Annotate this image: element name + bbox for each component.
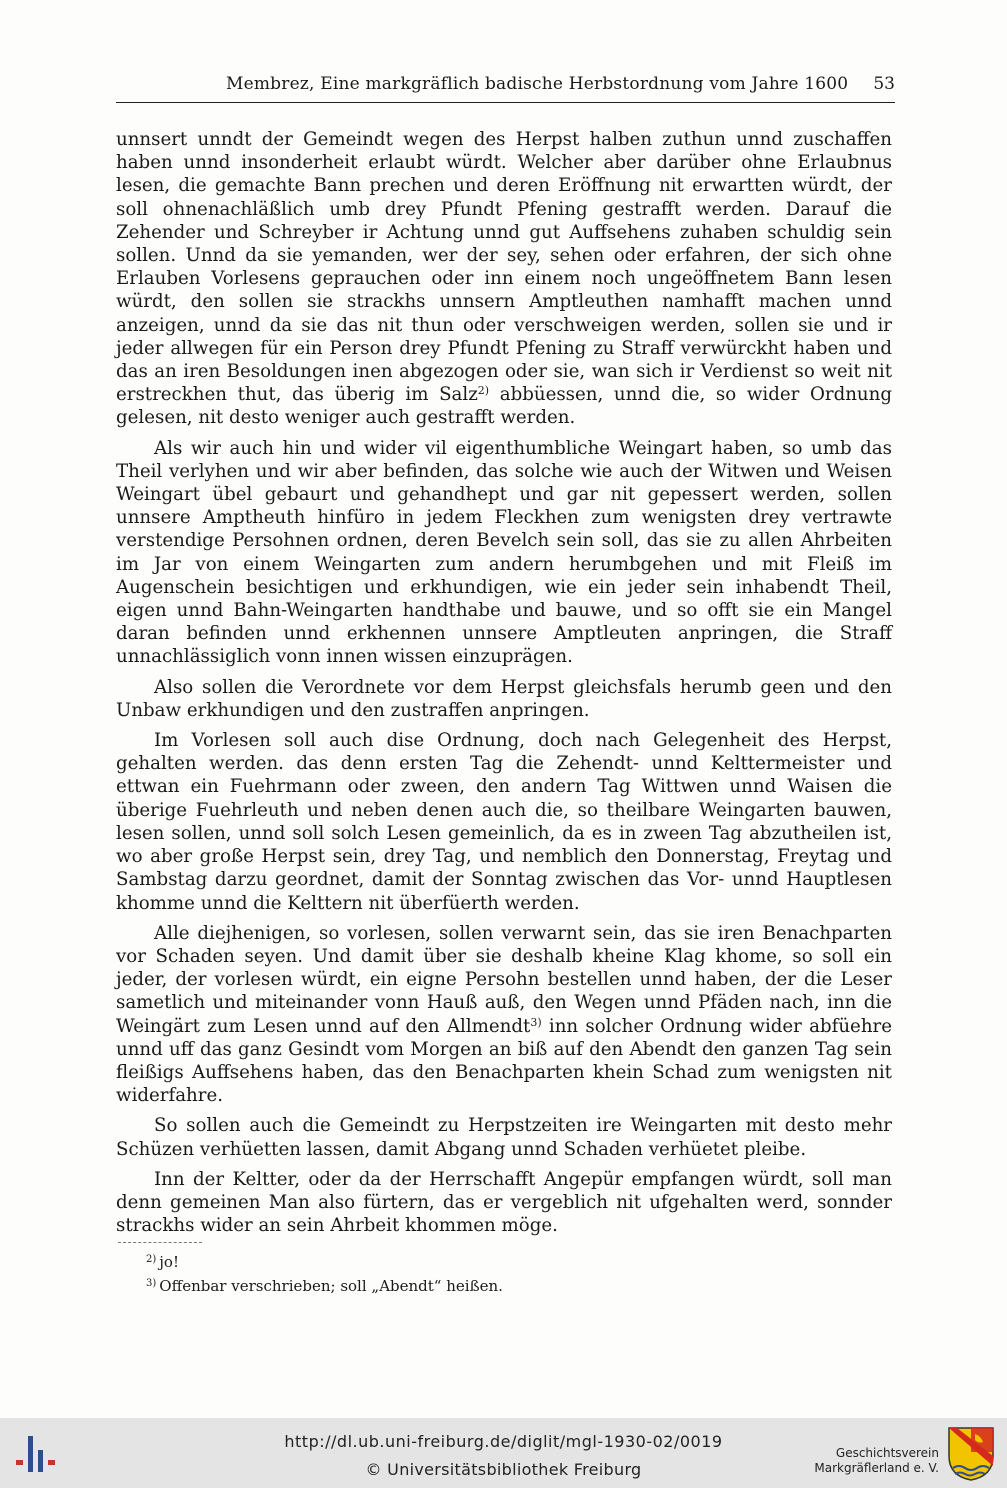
paragraph-text: unnsert unndt der Gemeindt wegen des Herpst halben zuthun unnd zuschaffen haben unnd insonderheit erlaubt würdt. Welcher aber darüber ohne Erlaubnus lesen, die gemachte Bann prechen und deren Eröffnung nit erwartten würdt, der soll ohnenachläßlich umb drey Pfundt Pfening gestrafft werden. Darauf die Zehender und Schreyber ir Achtung unnd gut Auffsehens zuhaben schuldig sein sollen. Unnd da sie yemanden, wer der sey, sehen oder erfahren, der sich ohne Erlauben Vorlesens geprauchen oder inn einem noch ungeöffnetem Bann lesen würdt, den sollen sie strackhs unnsern Amptleuthen namhafft machen unnd anzeigen, unnd da sie das nit thun oder verschweigen werden, sollen sie und ir jeder allwegen für ein Person drey Pfundt Pfening zu Straff verwürckht haben und das an iren Besoldungen inen abgezogen oder sie, wan sich ir Verdienst so weit nit erstreckhen thut, das überig im Salz <box>116 129 892 406</box>
copyright-text: © Universitätsbibliothek Freiburg <box>365 1460 642 1479</box>
paragraph-text: inn solcher Ordnung wider abfüehre unnd uff das ganz Gesindt vom Morgen an biß auf den Abendt den ganzen Tag sein fleißigs Auffsehens haben, das den Benachparten khein Schad zum wenigsten nit widerfahre. <box>116 1015 892 1107</box>
viewer-footer <box>0 1418 1007 1488</box>
running-header <box>116 72 895 103</box>
paragraph-text: Im Vorlesen soll auch dise Ordnung, doch nach Gelegenheit des Herpst, gehalten werden. das denn ersten Tag die Zehendt- unnd Kelttermeister und ettwan ein Fuehrmann oder zween, den andern Tag Wittwen unnd Waisen die überige Fuehrleuth und neben denen auch die, so theilbare Weingarten bauwen, lesen sollen, unnd soll solch Lesen gemeinlich, da es in zween Tag abzutheilen ist, wo aber große Herpst sein, drey Tag, und nemblich den Donnerstag, Freytag und Sambstag darzu geordnet, damit der Sonntag zwischen das Vor- unnd Hauptlesen khomme unnd die Kelttern nit überfüerth werden. <box>116 730 892 914</box>
paragraph-text: Alle diejhenigen, so vorlesen, sollen verwarnt sein, das sie iren Benachparten vor Schaden seyen. Und damit über sie deshalb kheine Klag khome, so soll ein jeder, der vorlesen würdt, ein eigne Persohn bestellen unnd haben, der die Leser sametlich und miteinander vonn Hauß auß, den Wegen unnd Pfäden nach, inn die Weingärt zum Lesen unnd auf den Allmendt <box>116 922 892 1037</box>
footnote-text: jo! <box>159 1253 179 1271</box>
body-text <box>116 128 892 1244</box>
society-crest-icon[interactable] <box>947 1426 995 1482</box>
society-name[interactable] <box>814 1446 939 1476</box>
paragraph <box>116 729 892 915</box>
footnote <box>146 1274 846 1298</box>
paragraph <box>116 1114 892 1160</box>
paragraph <box>116 128 892 430</box>
header-title: Membrez, Eine markgräflich badische Herbstordnung vom Jahre 1600 <box>226 74 849 94</box>
paragraph-text: Inn der Keltter, oder da der Herrschafft Angepür empfangen würdt, soll man denn gemeinen Man also fürtern, das er vergeblich nit ufgehalten werd, sonnder strackhs wider an sein Ahrbeit khommen möge. <box>116 1168 892 1237</box>
footnote-mark: 3) <box>146 1278 157 1289</box>
footnote-mark: 2) <box>146 1254 157 1265</box>
paragraph <box>116 1168 892 1238</box>
paragraph <box>116 922 892 1108</box>
society-line-2: Markgräflerland e. V. <box>814 1461 939 1475</box>
paragraph-text: So sollen auch die Gemeindt zu Herpstzeiten ire Weingarten mit desto mehr Schüzen verhüetten lassen, damit Abgang unnd Schaden verhüetet pleibe. <box>116 1115 892 1160</box>
paragraph <box>116 676 892 722</box>
paragraph-text: Also sollen die Verordnete vor dem Herpst gleichsfals herumb geen und den Unbaw erkhundigen und den zustraffen anpringen. <box>116 676 892 721</box>
footnotes <box>146 1250 846 1298</box>
footnote-reference[interactable]: 3) <box>530 1015 542 1029</box>
society-line-1: Geschichtsverein <box>835 1446 939 1460</box>
page-number: 53 <box>873 74 895 94</box>
footnote-reference[interactable]: 2) <box>477 384 490 398</box>
footnote-text: Offenbar verschrieben; soll „Abendt“ heißen. <box>159 1277 503 1295</box>
paragraph-text: Als wir auch hin und wider vil eigenthumbliche Weingart haben, so umb das Theil verlyhen und wir aber befinden, das solche wie auch der Witwen und Weisen Weingart übel gebaurt und gehandhept und gar nit gepessert werden, sollen unnsere Amptheuth hinfüro in jedem Fleckhen zum wenigsten drey vertrawte verstendige Persohnen ordnen, deren Bevelch sein soll, das sie zu allen Ahrbeiten im Jar von einem Weingarten zum andern herumbgehen und mit Fleiß im Augenschein besichtigen und erkhundigen, wie ein jeder sein inhabendt Theil, eigen unnd Bahn-Weingarten handthabe und bauwe, und so offt sie ein Mangel daran befinden unnd erkhennen unnsere Amptleuten anpringen, die Straff unnachlässiglich vonn innen wissen einzuprägen. <box>116 437 892 668</box>
document-url-link[interactable]: http://dl.ub.uni-freiburg.de/diglit/mgl-1930-02/0019 <box>284 1432 723 1451</box>
paragraph-text: abbüessen, unnd die, so wider Ordnung gelesen, nit desto weniger auch gestrafft werden. <box>116 384 892 429</box>
footnote-separator <box>118 1242 202 1243</box>
paragraph <box>116 437 892 669</box>
footnote <box>146 1250 846 1274</box>
